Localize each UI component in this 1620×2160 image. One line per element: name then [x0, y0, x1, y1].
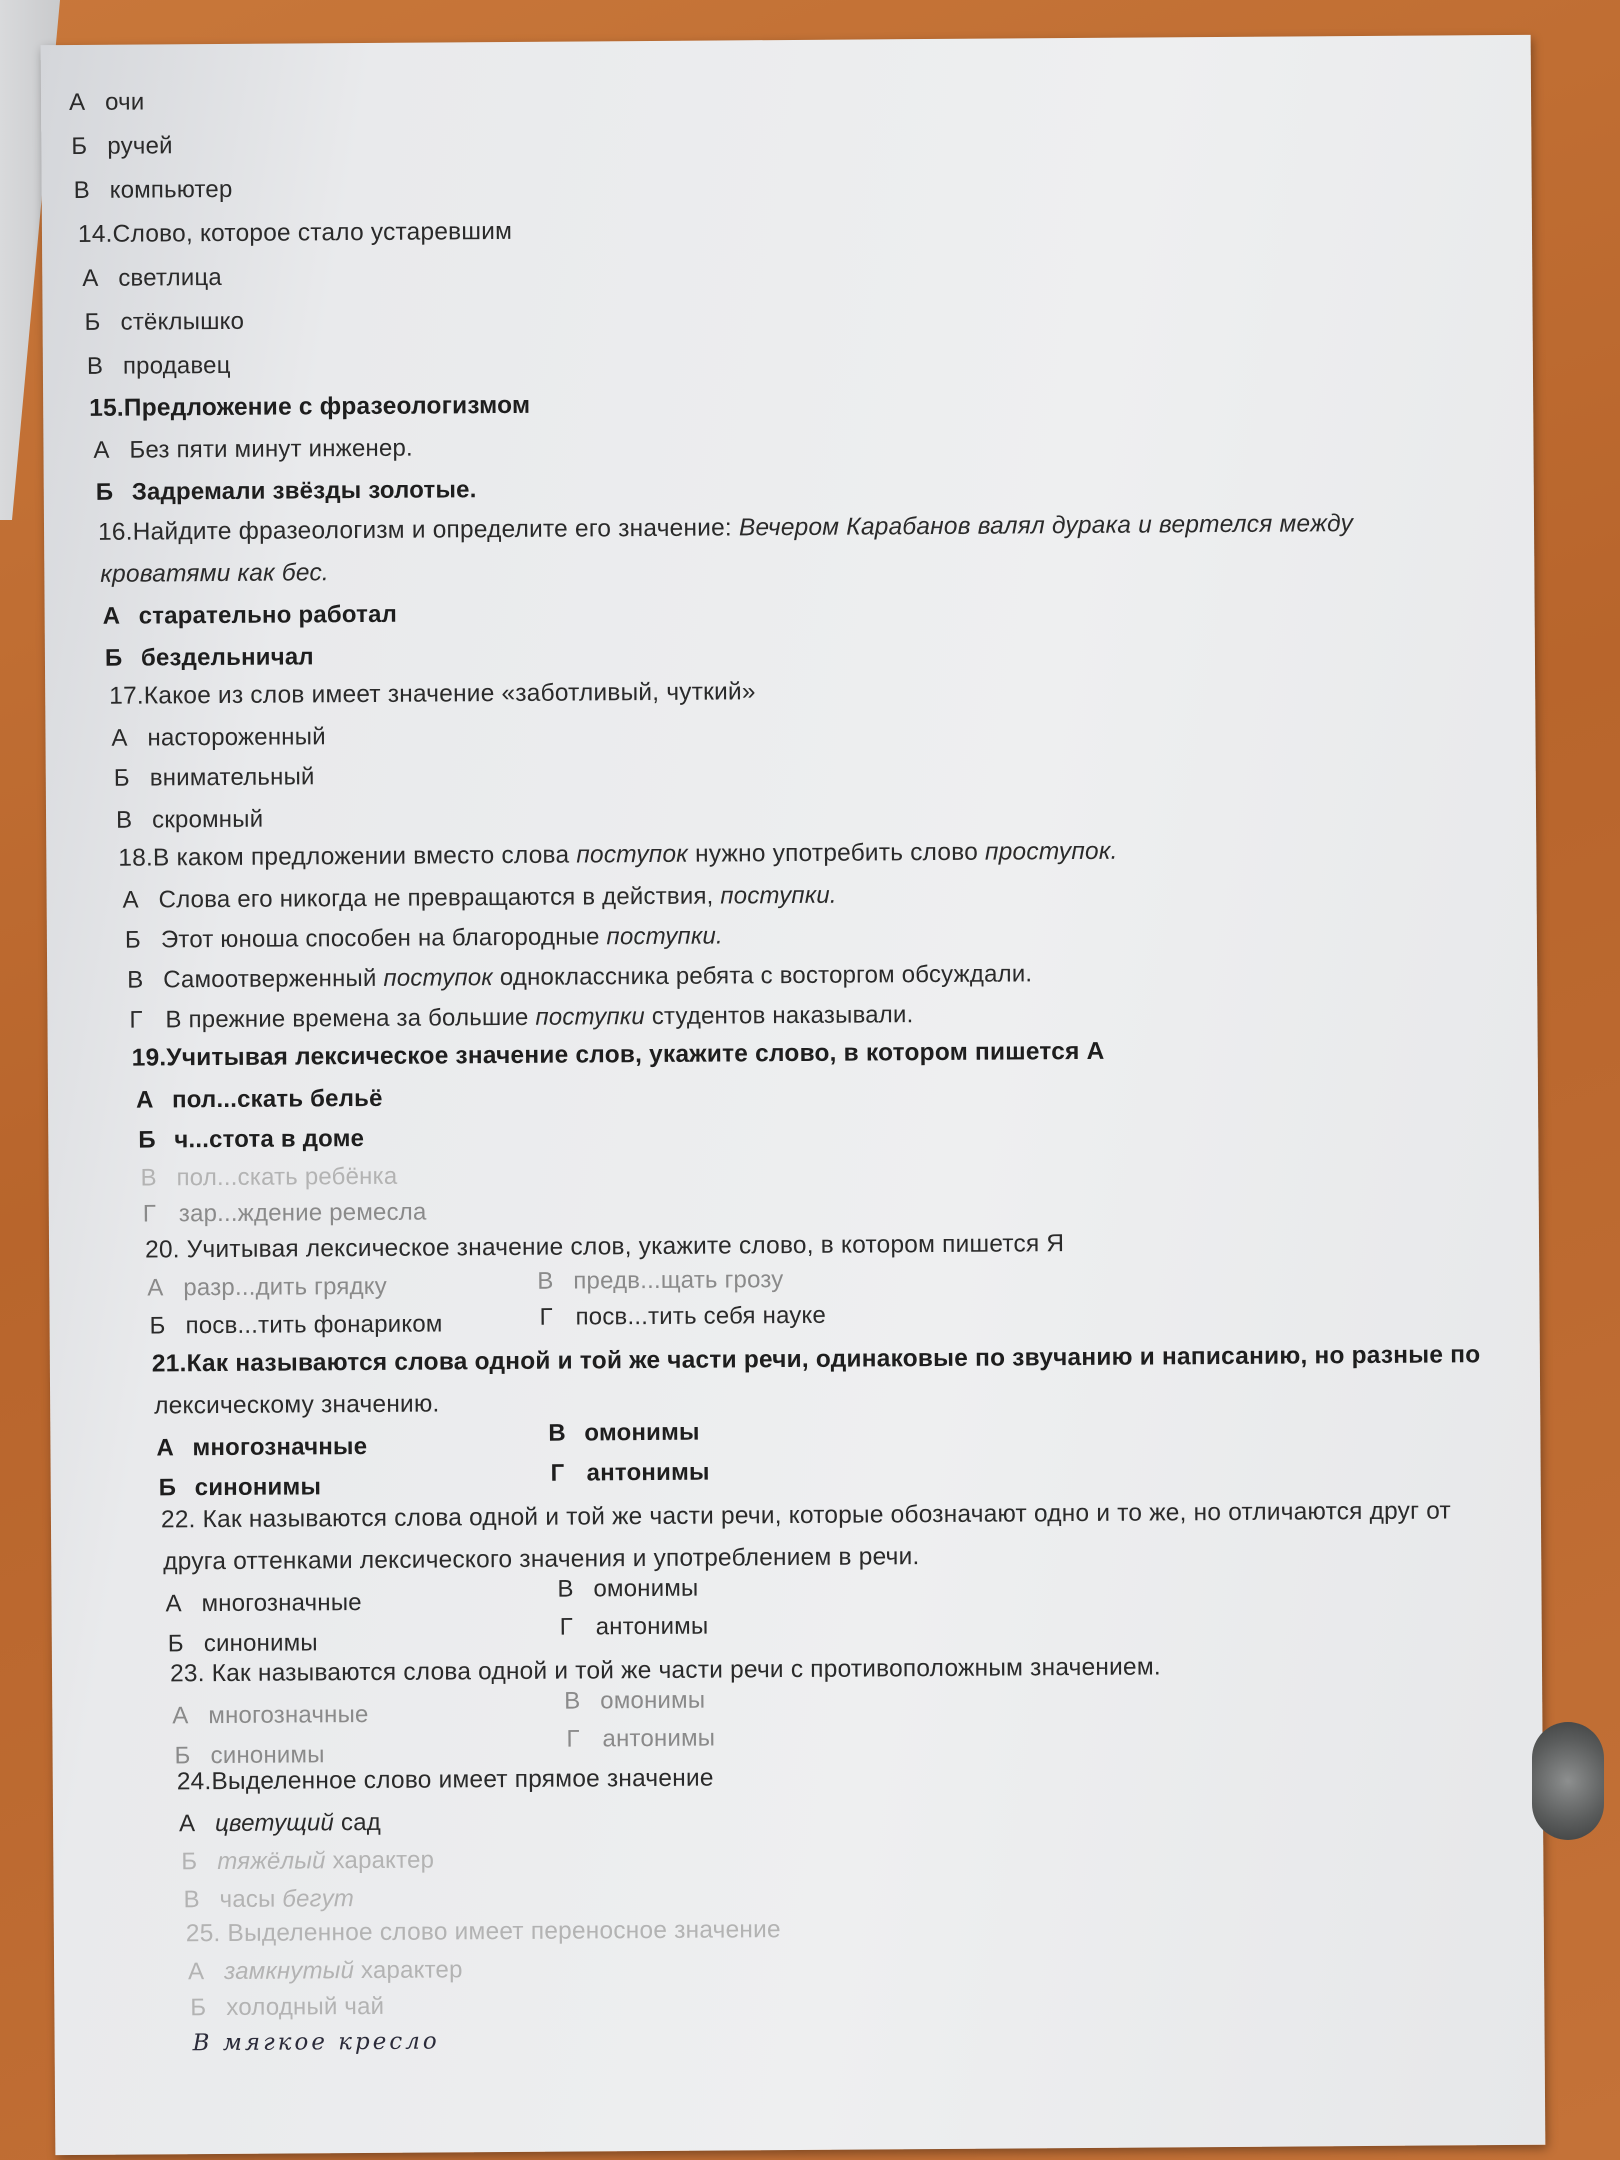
- option-text: продавец: [122, 351, 231, 380]
- option-letter: Б: [113, 764, 130, 792]
- question-24: 24.Выделенное слово имеет прямое значение: [176, 1764, 714, 1796]
- answer-19-b: [138, 1125, 364, 1155]
- italic-word: поступок: [383, 964, 494, 992]
- option-letter: В: [140, 1164, 157, 1192]
- answer-19-d: [143, 1199, 427, 1229]
- option-letter: Б: [104, 644, 123, 672]
- option-letter: Б: [138, 1126, 156, 1154]
- option-letter: А: [178, 1810, 196, 1838]
- option-letter: В: [183, 1886, 200, 1914]
- italic-word: бегут: [282, 1885, 355, 1913]
- option-letter: А: [102, 602, 121, 630]
- answer-14-a: [69, 89, 145, 118]
- option-letter: В: [564, 1687, 581, 1715]
- question-14: 14.Слово, которое стало устаревшим: [77, 217, 513, 248]
- italic-word: поступок: [576, 840, 689, 869]
- option-text: антонимы: [595, 1612, 709, 1641]
- option-text: синонимы: [203, 1629, 318, 1658]
- question-23: 23. Как называются слова одной и той же части речи с противоположным значением.: [169, 1653, 1161, 1688]
- answer-23-a: [172, 1701, 368, 1730]
- option-letter: А: [93, 436, 110, 464]
- question-19: 19.Учитывая лексическое значение слов, укажите слово, в котором пишется А: [131, 1037, 1105, 1072]
- answer-24-a: [179, 1809, 381, 1838]
- option-letter: А: [135, 1086, 154, 1114]
- question-20: 20. Учитывая лексическое значение слов, укажите слово, в котором пишется Я: [144, 1230, 1065, 1264]
- answer-14-a: [82, 264, 222, 293]
- option-text: настороженный: [147, 723, 326, 752]
- question-18: [118, 838, 1117, 873]
- option-letter: В: [537, 1267, 554, 1295]
- answer-21-b: [159, 1473, 322, 1502]
- answer-24-c: [184, 1885, 355, 1914]
- option-letter: Г: [559, 1613, 574, 1641]
- option-text: характер: [354, 1956, 463, 1985]
- option-text: многозначные: [201, 1589, 362, 1618]
- italic-word: поступки: [535, 1003, 646, 1031]
- option-text: зар...ждение ремесла: [178, 1198, 427, 1228]
- option-letter: Б: [181, 1848, 198, 1876]
- option-letter: А: [111, 724, 128, 752]
- answer-23-d: [566, 1725, 715, 1754]
- question-15: 15.Предложение с фразеологизмом: [89, 391, 531, 422]
- binder-hole: [1532, 1722, 1604, 1840]
- option-letter: А: [172, 1702, 189, 1730]
- option-text: омонимы: [600, 1686, 706, 1715]
- answer-19-a: [136, 1085, 383, 1115]
- option-text: сад: [333, 1808, 381, 1837]
- answer-20-a: [147, 1273, 387, 1303]
- option-letter: В: [548, 1419, 566, 1447]
- option-text: студентов наказывали.: [644, 1001, 914, 1031]
- option-letter: В: [73, 176, 90, 204]
- question-text: 18.В каком предложении вместо слова: [118, 841, 577, 872]
- option-text: стёклышко: [120, 307, 245, 336]
- answer-23-c: [564, 1687, 705, 1716]
- option-text: Этот юноша способен на благородные: [160, 923, 607, 954]
- option-letter: Б: [71, 132, 88, 161]
- answer-15-b: [96, 476, 477, 507]
- option-text: холодный чай: [226, 1992, 385, 2021]
- option-text: одноклассника ребята с восторгом обсуждали.: [492, 960, 1033, 992]
- answer-25-b: [190, 1993, 384, 2022]
- answer-16-a: [103, 601, 398, 631]
- option-letter: А: [68, 88, 86, 117]
- question-17: 17.Какое из слов имеет значение «заботливый, чуткий»: [109, 678, 756, 710]
- option-letter: Г: [129, 1006, 143, 1034]
- question-21: 21.Как называются слова одной и той же части речи, одинаковые по звучанию и написанию, но разные по: [151, 1341, 1481, 1378]
- answer-25-a: [188, 1956, 463, 1986]
- option-text: синонимы: [210, 1741, 325, 1770]
- option-letter: Б: [190, 1994, 207, 2022]
- option-text: внимательный: [149, 763, 315, 792]
- option-text: ручей: [107, 132, 173, 160]
- option-text: антонимы: [602, 1724, 716, 1753]
- italic-word: проступок.: [984, 837, 1118, 866]
- answer-22-d: [560, 1613, 709, 1642]
- answer-20-c: [537, 1266, 783, 1296]
- option-text: омонимы: [593, 1574, 699, 1603]
- quote-text: Вечером Карабанов валял дурака и вертелся между: [738, 510, 1354, 542]
- option-letter: А: [82, 264, 99, 292]
- option-text: посв...тить фонариком: [185, 1310, 443, 1340]
- answer-16-b: [105, 643, 314, 672]
- option-letter: Б: [167, 1630, 184, 1658]
- option-text: пол...скать бельё: [171, 1084, 383, 1114]
- question-25: 25. Выделенное слово имеет переносное значение: [185, 1916, 781, 1948]
- answer-24-b: [181, 1847, 434, 1877]
- option-letter: А: [188, 1958, 205, 1986]
- question-text: нужно употребить слово: [687, 838, 986, 868]
- option-text: характер: [325, 1846, 435, 1875]
- question-16-continued: [100, 559, 329, 589]
- option-text: очи: [104, 88, 145, 116]
- option-letter: Г: [539, 1303, 553, 1331]
- answer-21-d: [551, 1459, 710, 1488]
- answer-22-a: [165, 1589, 361, 1618]
- option-text: синонимы: [194, 1473, 322, 1502]
- option-letter: А: [122, 886, 139, 914]
- option-text: посв...тить себя науке: [575, 1301, 827, 1331]
- option-letter: Б: [95, 478, 114, 506]
- question-22-continued: друга оттенками лексического значения и употреблением в речи.: [163, 1543, 920, 1576]
- option-text: Без пяти минут инженер.: [129, 434, 413, 464]
- italic-word: тяжёлый: [217, 1847, 326, 1876]
- option-letter: Г: [550, 1459, 565, 1487]
- option-text: Самоотверженный: [163, 964, 384, 994]
- option-letter: В: [86, 352, 104, 380]
- answer-22-c: [557, 1575, 698, 1604]
- answer-22-b: [168, 1629, 318, 1658]
- italic-word: поступки.: [720, 881, 837, 910]
- italic-word: поступки.: [606, 922, 723, 951]
- question-21-continued: лексическому значению.: [154, 1390, 440, 1420]
- option-text: светлица: [118, 263, 222, 292]
- option-text: старательно работал: [138, 600, 398, 630]
- answer-21-a: [156, 1433, 367, 1462]
- option-letter: Б: [149, 1312, 166, 1340]
- option-letter: Б: [158, 1474, 177, 1502]
- option-letter: Г: [142, 1200, 157, 1228]
- option-text: В прежние времена за большие: [165, 1003, 536, 1034]
- answer-19-c: [140, 1163, 397, 1193]
- option-letter: В: [557, 1575, 574, 1603]
- question-16: [98, 510, 1353, 547]
- answer-17-b: [114, 763, 315, 792]
- option-letter: В: [115, 806, 133, 834]
- question-text: 16.Найдите фразеологизм и определите его значение:: [97, 514, 739, 546]
- answer-14-c: [87, 352, 231, 381]
- option-text: омонимы: [584, 1418, 700, 1447]
- answer-18-c: [127, 960, 1032, 994]
- option-letter: В: [127, 966, 144, 994]
- answer-18-d: [129, 1001, 913, 1034]
- option-text: пол...скать ребёнка: [176, 1162, 398, 1192]
- answer-18-a: [123, 882, 837, 915]
- answer-17-a: [111, 723, 325, 752]
- answer-13-c: [74, 176, 233, 205]
- answer-21-c: [548, 1419, 700, 1448]
- answer-17-c: [116, 806, 263, 835]
- option-text: разр...дить грядку: [183, 1272, 387, 1302]
- option-letter: Б: [84, 308, 101, 336]
- answer-23-b: [175, 1741, 325, 1770]
- option-text: скромный: [151, 805, 264, 834]
- answer-15-a: [93, 435, 413, 465]
- answer-18-b: [125, 922, 723, 954]
- option-letter: А: [147, 1274, 164, 1302]
- option-text: компьютер: [109, 175, 233, 204]
- quote-text: кроватями как бес.: [100, 559, 329, 588]
- question-22: 22. Как называются слова одной и той же части речи, которые обозначают одно и то же, но отличаются друг от: [160, 1497, 1452, 1534]
- option-letter: А: [156, 1434, 175, 1462]
- option-text: многозначные: [208, 1700, 369, 1730]
- answer-14-b: [84, 308, 244, 337]
- answer-13-b: [71, 132, 173, 161]
- option-letter: Б: [174, 1742, 191, 1770]
- exam-page: [41, 35, 1546, 2155]
- option-text: Слова его никогда не превращаются в действия,: [158, 882, 721, 914]
- option-text: многозначные: [192, 1432, 368, 1462]
- option-text: ч...стота в доме: [174, 1124, 365, 1154]
- option-text: предв...щать грозу: [573, 1266, 784, 1295]
- option-letter: Г: [566, 1725, 580, 1753]
- handwritten-answer-25-c: В мягкое кресло: [192, 2028, 440, 2057]
- option-text: бездельничал: [140, 643, 314, 672]
- answer-20-b: [150, 1310, 443, 1340]
- option-text: Задремали звёзды золотые.: [131, 476, 477, 506]
- option-text: часы: [219, 1885, 283, 1914]
- italic-word: цветущий: [214, 1809, 335, 1838]
- option-letter: А: [165, 1590, 182, 1618]
- italic-word: замкнутый: [224, 1957, 355, 1985]
- option-letter: Б: [124, 926, 141, 954]
- option-text: антонимы: [586, 1458, 710, 1487]
- answer-20-d: [539, 1302, 826, 1332]
